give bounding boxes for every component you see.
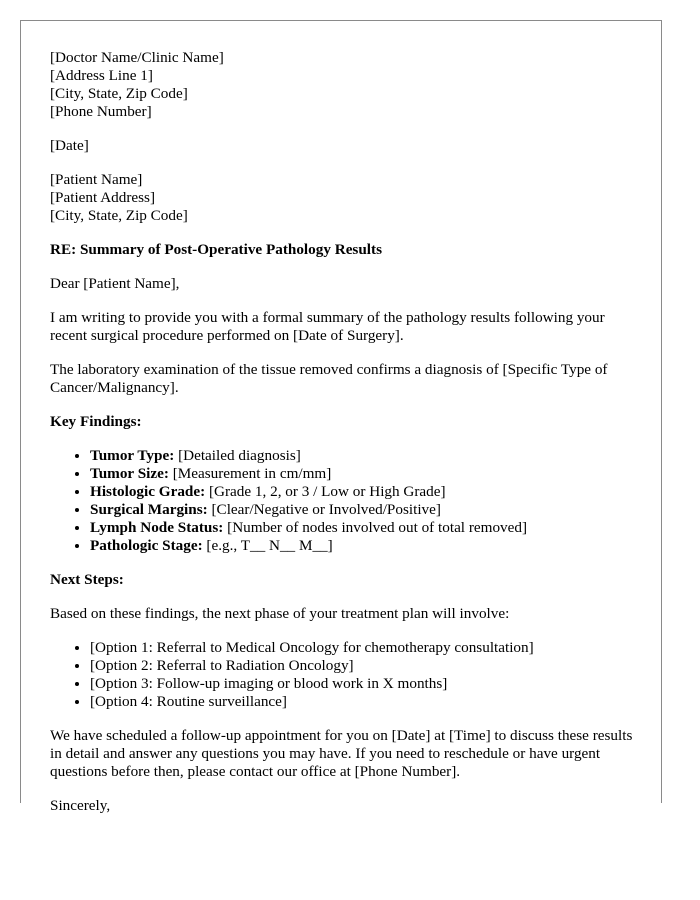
recipient-address: [Patient Address] [50,189,156,206]
finding-value: [Number of nodes involved out of total removed] [223,519,528,536]
finding-label: Tumor Type: [90,447,175,464]
finding-item [90,483,640,501]
finding-value: [Grade 1, 2, or 3 / Low or High Grade] [205,483,446,500]
next-steps-list [50,639,640,711]
sender-block [50,49,640,121]
finding-item [90,537,640,555]
finding-value: [Clear/Negative or Involved/Positive] [207,501,441,518]
sender-phone: [Phone Number] [50,103,152,120]
option-item: • [Option 3: Follow-up imaging or blood work in X months] [90,675,640,693]
closing-paragraph: We have scheduled a follow-up appointment for you on [Date] at [Time] to discuss these results in detail and answer any questions you may have. If you need to reschedule or have urgent questions before then, please contact our office at [Phone Number]. [50,727,633,780]
subject-line: RE: Summary of Post-Operative Pathology Results [50,241,382,258]
diagnosis-paragraph: The laboratory examination of the tissue removed confirms a diagnosis of [Specific Type of Cancer/Malignancy]. [50,361,608,396]
finding-item [90,465,640,483]
next-steps-heading: Next Steps: [50,571,124,588]
option-item: • [Option 1: Referral to Medical Oncology for chemotherapy consultation] [90,639,640,657]
finding-value: [e.g., T__ N__ M__] [202,537,333,554]
finding-label: Histologic Grade: [90,483,206,500]
finding-label: Pathologic Stage: [90,537,203,554]
letter-date: [Date] [50,137,89,154]
finding-label: Tumor Size: [90,465,169,482]
sender-name: [Doctor Name/Clinic Name] [50,49,224,66]
finding-item [90,501,640,519]
signoff: Sincerely, [50,797,111,814]
recipient-city-state-zip: [City, State, Zip Code] [50,207,188,224]
finding-label: Surgical Margins: [90,501,208,518]
recipient-name: [Patient Name] [50,171,143,188]
recipient-block [50,171,640,225]
salutation: Dear [Patient Name], [50,275,180,292]
letter-content [50,49,640,815]
option-item: • [Option 4: Routine surveillance] [90,693,640,711]
finding-label: Lymph Node Status: [90,519,224,536]
letter-page [20,20,662,814]
finding-item [90,519,640,537]
finding-item [90,447,640,465]
sender-address: [Address Line 1] [50,67,153,84]
key-findings-list [50,447,640,555]
sender-city-state-zip: [City, State, Zip Code] [50,85,188,102]
option-item: • [Option 2: Referral to Radiation Oncology] [90,657,640,675]
intro-paragraph: I am writing to provide you with a formal summary of the pathology results following your recent surgical procedure performed on [Date of Surgery]. [50,309,605,344]
next-steps-intro: Based on these findings, the next phase of your treatment plan will involve: [50,605,510,622]
finding-value: [Detailed diagnosis] [174,447,301,464]
key-findings-heading: Key Findings: [50,413,142,430]
finding-value: [Measurement in cm/mm] [168,465,332,482]
